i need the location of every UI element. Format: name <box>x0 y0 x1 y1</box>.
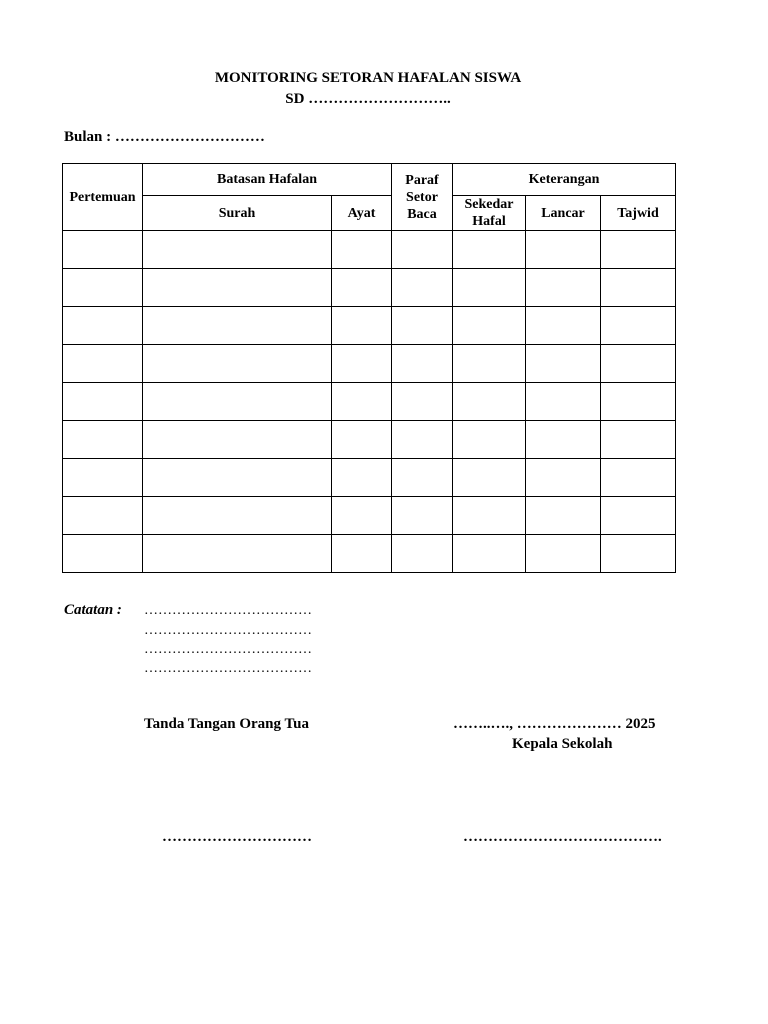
cell-sekedar-hafal <box>453 459 526 497</box>
date-line: ……..…., ………………… 2025 <box>453 716 656 732</box>
cell-tajwid <box>601 231 676 269</box>
cell-pertemuan <box>63 421 143 459</box>
header-sekedar-line-1: Sekedar <box>464 197 514 212</box>
header-paraf-setor-baca <box>392 164 453 231</box>
header-batasan-hafalan: Batasan Hafalan <box>143 164 392 196</box>
header-paraf-line-3: Baca <box>407 206 437 222</box>
table-row <box>63 421 676 459</box>
cell-pertemuan <box>63 269 143 307</box>
cell-ayat <box>332 383 392 421</box>
catatan-line-1: ……………………………… <box>144 603 312 618</box>
cell-sekedar-hafal <box>453 535 526 573</box>
cell-lancar <box>526 497 601 535</box>
cell-paraf <box>392 345 453 383</box>
cell-pertemuan <box>63 231 143 269</box>
month-field: Bulan : ………………………… <box>64 129 265 145</box>
header-surah: Surah <box>143 196 332 231</box>
cell-paraf <box>392 497 453 535</box>
cell-sekedar-hafal <box>453 307 526 345</box>
cell-surah <box>143 345 332 383</box>
cell-pertemuan <box>63 459 143 497</box>
cell-paraf <box>392 269 453 307</box>
table-header-row-2 <box>63 196 676 231</box>
cell-lancar <box>526 535 601 573</box>
cell-sekedar-hafal <box>453 345 526 383</box>
cell-tajwid <box>601 497 676 535</box>
cell-paraf <box>392 535 453 573</box>
cell-surah <box>143 307 332 345</box>
table-row <box>63 497 676 535</box>
cell-sekedar-hafal <box>453 421 526 459</box>
cell-pertemuan <box>63 307 143 345</box>
cell-ayat <box>332 345 392 383</box>
cell-paraf <box>392 383 453 421</box>
cell-surah <box>143 383 332 421</box>
table-row <box>63 459 676 497</box>
cell-ayat <box>332 497 392 535</box>
cell-paraf <box>392 307 453 345</box>
cell-ayat <box>332 535 392 573</box>
cell-pertemuan <box>63 345 143 383</box>
cell-surah <box>143 497 332 535</box>
cell-lancar <box>526 231 601 269</box>
school-name-line: SD ……………………….. <box>285 91 451 107</box>
cell-ayat <box>332 421 392 459</box>
table-row <box>63 383 676 421</box>
table-row <box>63 231 676 269</box>
cell-sekedar-hafal <box>453 269 526 307</box>
cell-surah <box>143 231 332 269</box>
table-row <box>63 269 676 307</box>
catatan-line-2: ……………………………… <box>144 623 312 638</box>
cell-paraf <box>392 231 453 269</box>
cell-tajwid <box>601 345 676 383</box>
cell-lancar <box>526 345 601 383</box>
catatan-line-3: ……………………………… <box>144 642 312 657</box>
cell-lancar <box>526 459 601 497</box>
memorization-table <box>62 163 676 573</box>
header-lancar: Lancar <box>526 196 601 231</box>
cell-paraf <box>392 459 453 497</box>
header-sekedar-hafal <box>453 196 526 231</box>
cell-lancar <box>526 307 601 345</box>
cell-sekedar-hafal <box>453 497 526 535</box>
cell-tajwid <box>601 459 676 497</box>
parent-signature-title: Tanda Tangan Orang Tua <box>144 716 309 732</box>
cell-surah <box>143 459 332 497</box>
table-row <box>63 345 676 383</box>
cell-surah <box>143 269 332 307</box>
principal-signature-line: …………………………………. <box>463 829 662 845</box>
table-row <box>63 307 676 345</box>
header-ayat: Ayat <box>332 196 392 231</box>
cell-pertemuan <box>63 535 143 573</box>
cell-tajwid <box>601 307 676 345</box>
parent-signature-line: ………………………… <box>162 829 312 845</box>
cell-tajwid <box>601 269 676 307</box>
cell-pertemuan <box>63 383 143 421</box>
principal-title: Kepala Sekolah <box>512 736 613 752</box>
cell-surah <box>143 421 332 459</box>
table-header-row-1 <box>63 164 676 196</box>
cell-paraf <box>392 421 453 459</box>
cell-surah <box>143 535 332 573</box>
header-sekedar-line-2: Hafal <box>472 214 506 229</box>
header-keterangan: Keterangan <box>453 164 676 196</box>
table-row <box>63 535 676 573</box>
catatan-line-4: ……………………………… <box>144 661 312 676</box>
table-body <box>63 231 676 573</box>
cell-ayat <box>332 269 392 307</box>
cell-tajwid <box>601 383 676 421</box>
cell-ayat <box>332 231 392 269</box>
cell-tajwid <box>601 535 676 573</box>
cell-lancar <box>526 383 601 421</box>
document-title: MONITORING SETORAN HAFALAN SISWA <box>214 70 522 86</box>
header-paraf-line-2: Setor <box>406 189 438 205</box>
cell-sekedar-hafal <box>453 383 526 421</box>
cell-pertemuan <box>63 497 143 535</box>
header-paraf-line-1: Paraf <box>405 172 439 188</box>
cell-ayat <box>332 459 392 497</box>
cell-tajwid <box>601 421 676 459</box>
cell-sekedar-hafal <box>453 231 526 269</box>
header-pertemuan: Pertemuan <box>63 164 143 231</box>
header-tajwid: Tajwid <box>601 196 676 231</box>
cell-lancar <box>526 269 601 307</box>
cell-ayat <box>332 307 392 345</box>
cell-lancar <box>526 421 601 459</box>
catatan-label: Catatan : <box>64 602 122 618</box>
